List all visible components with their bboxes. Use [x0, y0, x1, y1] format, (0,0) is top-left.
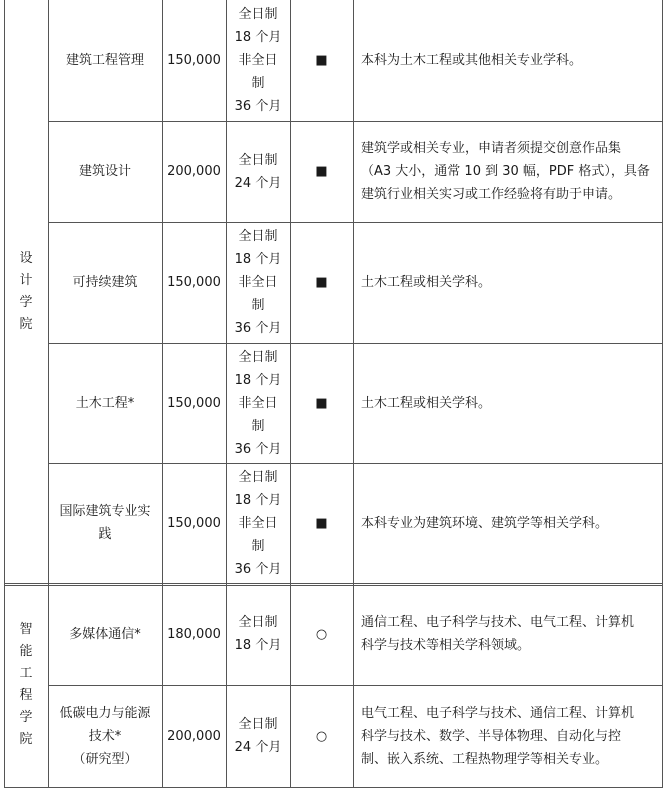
duration-line: 全日制 [238, 7, 278, 22]
column-divider [226, 0, 227, 788]
program-name [72, 271, 137, 294]
requirements-line: 土木工程或相关学科。 [361, 395, 492, 411]
requirements-line: 科学与技术、数学、半导体物理、自动化与控 [361, 728, 622, 744]
tuition-value: 200,000 [167, 728, 221, 744]
duration-line: 36 个月 [234, 321, 282, 336]
requirements-line: 建筑行业相关实习或工作经验将有助于申请。 [361, 187, 622, 202]
duration-line: 36 个月 [234, 99, 282, 114]
program-name-line: 践 [98, 527, 112, 542]
school-name-line: 院 [19, 732, 33, 747]
duration [235, 611, 282, 657]
tuition-cell [162, 222, 226, 343]
duration-cell [226, 121, 290, 222]
duration [235, 149, 282, 195]
school-name-line: 院 [19, 316, 33, 332]
mark-cell [290, 121, 353, 222]
program-name [66, 49, 144, 72]
requirements-line: 科学与技术等相关学科领域。 [361, 638, 531, 653]
program-name-line: 多媒体通信* [69, 626, 141, 642]
program-name-cell [48, 685, 162, 787]
square-mark-icon: ■ [315, 515, 328, 531]
row-divider [48, 685, 663, 686]
program-name [59, 500, 150, 546]
school-name [19, 619, 32, 751]
program-name-cell [48, 0, 162, 121]
requirements-cell [353, 463, 662, 583]
program-name-cell [48, 343, 162, 463]
square-mark-icon: ■ [315, 395, 328, 411]
duration-line: 非全日 [238, 395, 278, 411]
program-name-cell [48, 463, 162, 583]
mark-cell [290, 343, 353, 463]
requirements-line: 制、嵌入系统、工程热物理学等相关专业。 [361, 751, 609, 767]
duration [235, 713, 282, 759]
tuition-cell [162, 0, 226, 121]
square-mark-icon: ■ [315, 53, 328, 68]
duration-line: 全日制 [238, 469, 278, 485]
school-name [19, 248, 32, 336]
duration-cell [226, 685, 290, 787]
circle-mark-icon: ○ [315, 728, 328, 744]
school-name-line: 学 [19, 710, 33, 725]
column-divider [48, 0, 49, 788]
duration-cell [226, 463, 290, 583]
program-name-cell [48, 583, 162, 685]
requirements [361, 392, 491, 415]
duration-line: 18 个月 [234, 30, 282, 45]
mark-cell [290, 685, 353, 787]
requirements [361, 702, 634, 771]
requirements-cell [353, 0, 662, 121]
mark-cell [290, 583, 353, 685]
school-name-line: 程 [19, 688, 33, 703]
duration [235, 225, 282, 340]
duration-line: 制 [251, 418, 265, 434]
requirements-line: 通信工程、电子科学与技术、电气工程、计算机 [361, 615, 635, 630]
tuition-cell [162, 121, 226, 222]
duration [235, 3, 282, 118]
duration-line: 非全日 [238, 53, 278, 68]
requirements-line: 建筑学或相关专业，申请者须提交创意作品集 [361, 141, 622, 156]
requirements-cell [353, 583, 662, 685]
row-divider [4, 583, 663, 584]
requirements [361, 611, 634, 657]
school-name-line: 计 [19, 272, 33, 288]
program-name [69, 623, 141, 646]
tuition-cell [162, 583, 226, 685]
school-name-cell [4, 0, 48, 583]
duration-line: 36 个月 [234, 561, 282, 577]
requirements-line: 土木工程或相关学科。 [361, 275, 492, 290]
duration-line: 18 个月 [234, 372, 282, 388]
program-name-cell [48, 121, 162, 222]
tuition-value: 150,000 [167, 395, 221, 411]
program-name-line: 建筑工程管理 [65, 53, 144, 68]
duration-line: 36 个月 [234, 441, 282, 457]
duration-line: 全日制 [238, 615, 278, 630]
circle-mark-icon: ○ [315, 626, 328, 642]
tuition-cell [162, 343, 226, 463]
program-name-cell [48, 222, 162, 343]
program-name-line: 低碳电力与能源 [59, 705, 151, 721]
requirements [361, 137, 650, 206]
school-name-line: 工 [19, 666, 33, 681]
row-divider [48, 463, 663, 464]
duration-line: 制 [251, 538, 265, 554]
program-name-line: 国际建筑专业实 [59, 504, 151, 519]
duration-line: 18 个月 [234, 638, 282, 653]
duration [235, 466, 282, 581]
program-name-line: 技术* [88, 728, 122, 744]
duration-cell [226, 583, 290, 685]
column-divider [662, 0, 663, 788]
row-divider [48, 222, 663, 223]
school-name-line: 设 [19, 250, 33, 266]
duration-line: 全日制 [238, 229, 278, 244]
requirements-cell [353, 121, 662, 222]
requirements-cell [353, 343, 662, 463]
duration-line: 制 [251, 298, 265, 313]
requirements [361, 49, 582, 72]
program-name [76, 392, 135, 415]
school-name-line: 能 [19, 644, 33, 659]
mark-cell [290, 222, 353, 343]
mark-cell [290, 463, 353, 583]
requirements-cell [353, 222, 662, 343]
column-divider [162, 0, 163, 788]
school-name-cell [4, 583, 48, 787]
school-name-line: 学 [19, 294, 33, 310]
duration-line: 18 个月 [234, 492, 282, 508]
duration-line: 全日制 [238, 152, 278, 168]
row-divider [48, 121, 663, 122]
column-divider [290, 0, 291, 788]
requirements-line: （A3 大小，通常 10 到 30 幅，PDF 格式），具备 [361, 164, 650, 179]
duration-line: 24 个月 [234, 740, 282, 755]
program-name-line: （研究型） [72, 751, 138, 767]
requirements-line: 本科专业为建筑环境、建筑学等相关学科。 [361, 515, 609, 531]
requirements-cell [353, 685, 662, 787]
program-name-line: 建筑设计 [78, 164, 131, 179]
requirements-line: 本科为土木工程或其他相关专业学科。 [361, 53, 583, 68]
school-name-line: 智 [19, 622, 33, 637]
requirements [361, 271, 491, 294]
duration-line: 18 个月 [234, 252, 282, 267]
tuition-value: 150,000 [167, 515, 221, 531]
column-divider [4, 0, 5, 788]
duration-line: 24 个月 [234, 175, 282, 191]
duration-line: 制 [251, 76, 265, 91]
program-name-line: 可持续建筑 [72, 275, 138, 290]
square-mark-icon: ■ [315, 275, 328, 290]
column-divider [353, 0, 354, 788]
duration [235, 346, 282, 461]
duration-cell [226, 0, 290, 121]
tuition-value: 150,000 [167, 53, 221, 68]
row-divider [4, 787, 663, 788]
square-mark-icon: ■ [315, 164, 328, 179]
duration-line: 全日制 [238, 349, 278, 365]
program-name-line: 土木工程* [75, 395, 135, 411]
duration-line: 全日制 [238, 717, 278, 732]
tuition-value: 150,000 [167, 275, 221, 290]
row-divider [48, 343, 663, 344]
tuition-cell [162, 685, 226, 787]
duration-line: 非全日 [238, 515, 278, 531]
requirements-line: 电气工程、电子科学与技术、通信工程、计算机 [361, 705, 635, 721]
program-name [59, 702, 150, 771]
requirements [361, 512, 608, 535]
duration-line: 非全日 [238, 275, 278, 290]
program-name [79, 160, 131, 183]
tuition-cell [162, 463, 226, 583]
school-divider [4, 585, 663, 586]
tuition-value: 200,000 [167, 164, 221, 179]
duration-cell [226, 343, 290, 463]
duration-cell [226, 222, 290, 343]
mark-cell [290, 0, 353, 121]
tuition-value: 180,000 [167, 626, 221, 642]
